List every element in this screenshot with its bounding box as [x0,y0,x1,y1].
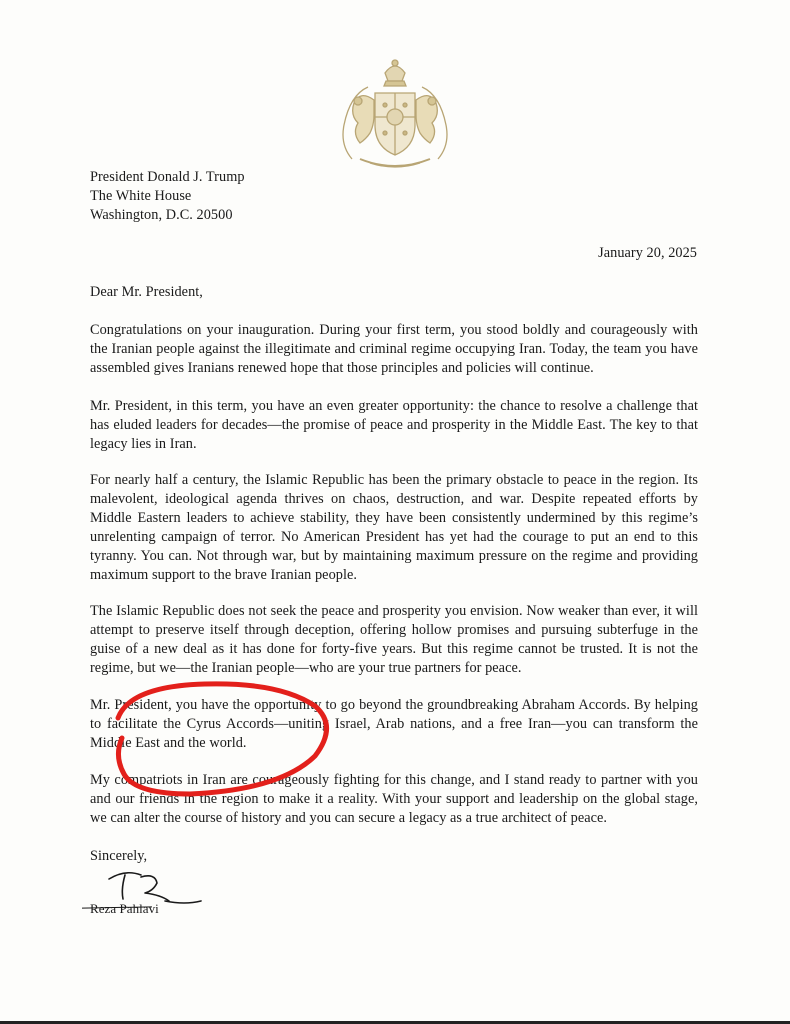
imperial-crest-icon [330,55,460,175]
body-paragraph-4: The Islamic Republic does not seek the peace and prosperity you envision. Now weaker than ever, it will attempt to preserve itself through deception, offering hollow promises and pursuing subterfuge in the guise of a new deal as it has done for forty-five years. But this regime cannot be trusted. It is not the regime, but we—the Iranian people—who are your true partners for peace. [90,603,698,676]
body-paragraph-2: Mr. President, in this term, you have an even greater opportunity: the chance to resolve a challenge that has eluded leaders for decades—the promise of peace and prosperity in the Middle East. The key to that legacy lies in Iran. [90,398,698,452]
body-paragraph-5: Mr. President, you have the opportunity to go beyond the groundbreaking Abraham Accords. By helping to facilitate the Cyrus Accords—uniting Israel, Arab nations, and a free Iran—you can transform the Middle East and the world. [90,697,698,751]
letter-date: January 20, 2025 [598,245,697,261]
salutation: Dear Mr. President, [90,284,203,300]
closing: Sincerely, [90,848,148,864]
recipient-name: President Donald J. Trump [90,169,245,185]
body-paragraph-1: Congratulations on your inauguration. During your first term, you stood boldly and courageously with the Iranian people against the illegitimate and criminal regime occupying Iran. Today, the team you have assembled gives Iranians renewed hope that those principles and policies will continue. [90,322,698,376]
recipient-office: The White House [90,188,192,204]
recipient-city: Washington, D.C. 20500 [90,207,233,223]
recipient-address [90,168,490,225]
body-paragraph-6: My compatriots in Iran are courageously fighting for this change, and I stand ready to partner with you and our friends in the region to make it a reality. With your support and leadership on the global stage, we can alter the course of history and you can secure a legacy as a true architect of peace. [90,772,698,826]
signer-name: Reza Pahlavi [90,901,159,916]
body-paragraph-3: For nearly half a century, the Islamic Republic has been the primary obstacle to peace in the region. Its malevolent, ideological agenda thrives on chaos, destruction, and war. Despite repeated efforts by Middle Eastern leaders to achieve stability, they have been consistently undermined by this regime’s unrelenting campaign of terror. No American President has yet had the courage to put an end to this tyranny. You can. Not through war, but by maintaining maximum pressure on the regime and providing maximum support to the brave Iranian people. [90,472,698,583]
